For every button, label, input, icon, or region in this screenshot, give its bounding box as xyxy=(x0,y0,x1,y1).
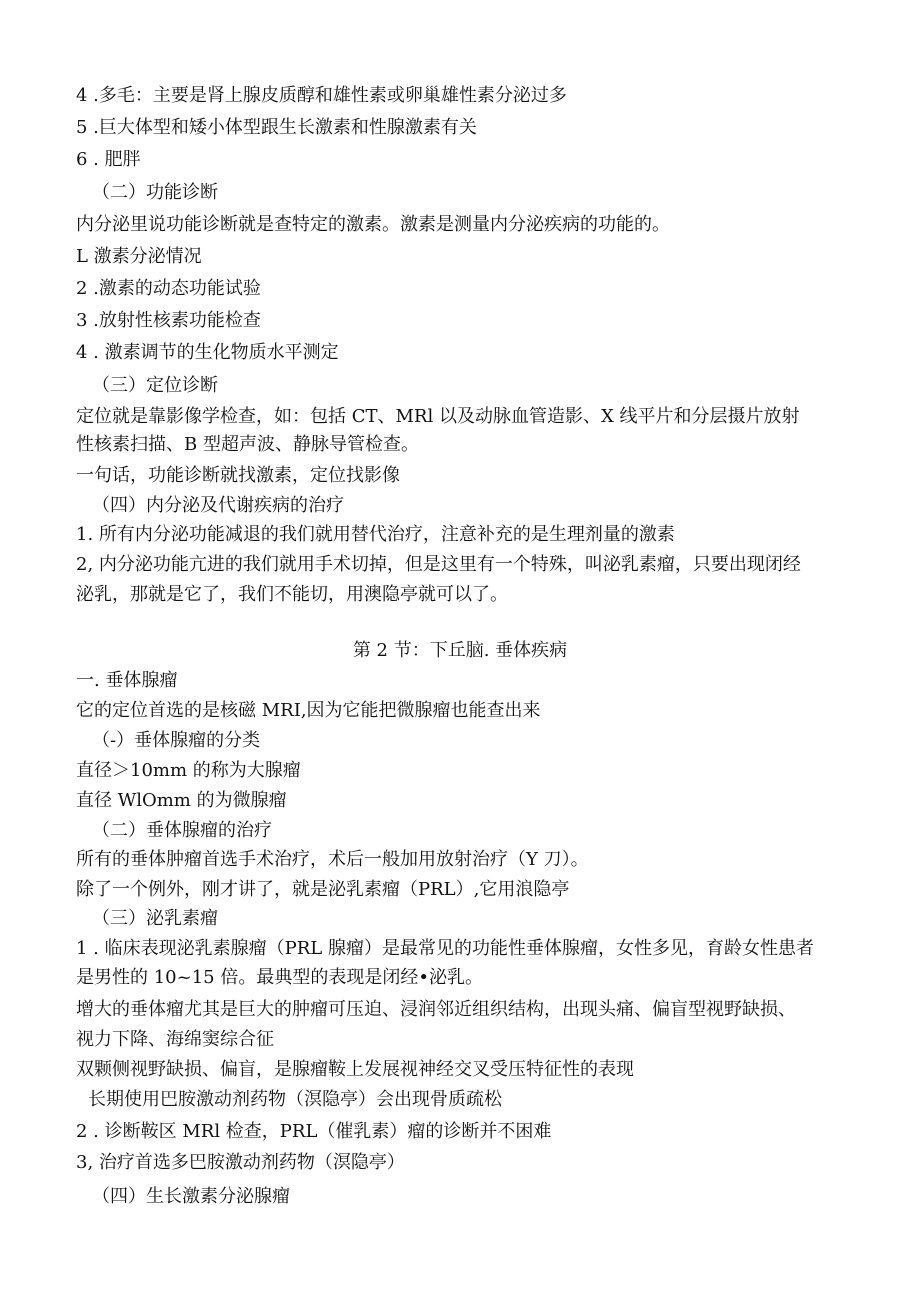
text-line: 5 .巨大体型和矮小体型跟生长激素和性腺激素有关 xyxy=(76,117,477,138)
text-line: 是男性的 10~15 倍。最典型的表现是闭经•泌乳。 xyxy=(76,967,483,988)
text-line: 直径＞10mm 的称为大腺瘤 xyxy=(76,760,301,781)
text-line: 它的定位首选的是核磁 MRI,因为它能把微腺瘤也能查出来 xyxy=(76,700,541,721)
section-heading: （三）泌乳素瘤 xyxy=(92,908,218,929)
section-heading: （二）垂体腺瘤的治疗 xyxy=(92,820,272,841)
text-line: 3, 治疗首选多巴胺激动剂药物（溟隐亭） xyxy=(76,1152,405,1173)
text-line: 直径 WlOmm 的为微腺瘤 xyxy=(76,790,287,811)
section-heading: （四）生长激素分泌腺瘤 xyxy=(92,1186,290,1207)
text-line: 4 . 激素调节的生化物质水平测定 xyxy=(76,342,339,363)
text-line: 泌乳，那就是它了，我们不能切，用澳隐亭就可以了。 xyxy=(76,584,508,605)
section-heading: （四）内分泌及代谢疾病的治疗 xyxy=(92,495,344,516)
text-line: 6 . 肥胖 xyxy=(76,149,141,170)
text-line: 1 . 临床表现泌乳素腺瘤（PRL 腺瘤）是最常见的功能性垂体腺瘤，女性多见，育龄女性患者 xyxy=(76,938,814,959)
section-heading: （-）垂体腺瘤的分类 xyxy=(92,730,261,751)
text-line: 2 .激素的动态功能试验 xyxy=(76,278,261,299)
text-line: 一. 垂体腺瘤 xyxy=(76,670,178,691)
section-heading: （三）定位诊断 xyxy=(92,375,218,396)
text-line: 2 . 诊断鞍区 MRl 检查，PRL（催乳素）瘤的诊断并不困难 xyxy=(76,1121,552,1142)
text-line: L 激素分泌情况 xyxy=(76,246,202,267)
text-line: 视力下降、海绵窦综合征 xyxy=(76,1029,274,1050)
text-line: 内分泌里说功能诊断就是查特定的激素。激素是测量内分泌疾病的功能的。 xyxy=(76,214,670,235)
text-line: 2, 内分泌功能亢进的我们就用手术切掉，但是这里有一个特殊，叫泌乳素瘤，只要出现闭经 xyxy=(76,554,801,575)
text-line: 1. 所有内分泌功能减退的我们就用替代治疗，注意补充的是生理剂量的激素 xyxy=(76,524,675,545)
text-line: 长期使用巴胺激动剂药物（溟隐亭）会出现骨质疏松 xyxy=(88,1089,502,1110)
text-line: 双颗侧视野缺损、偏盲，是腺瘤鞍上发展视神经交叉受压特征性的表现 xyxy=(76,1059,634,1080)
text-line: 性核素扫描、B 型超声波、静脉导管检查。 xyxy=(76,434,419,455)
section-heading: （二）功能诊断 xyxy=(92,182,218,203)
text-line: 一句话，功能诊断就找激素，定位找影像 xyxy=(76,465,400,486)
text-line: 除了一个例外，刚才讲了，就是泌乳素瘤（PRL）,它用浪隐亭 xyxy=(76,879,570,900)
text-line: 增大的垂体瘤尤其是巨大的肿瘤可压迫、浸润邻近组织结构，出现头痛、偏盲型视野缺损、 xyxy=(76,999,796,1020)
chapter-title: 第 2 节：下丘脑. 垂体疾病 xyxy=(352,640,568,661)
text-line: 定位就是靠影像学检查，如：包括 CT、MRl 以及动脉血管造影、X 线平片和分层摄片放射 xyxy=(76,406,800,427)
text-line: 3 .放射性核素功能检查 xyxy=(76,310,261,331)
text-line: 所有的垂体肿瘤首选手术治疗，术后一般加用放射治疗（Y 刀）。 xyxy=(76,849,589,870)
text-line: 4 .多毛：主要是肾上腺皮质醇和雄性素或卵巢雄性素分泌过多 xyxy=(76,85,567,106)
